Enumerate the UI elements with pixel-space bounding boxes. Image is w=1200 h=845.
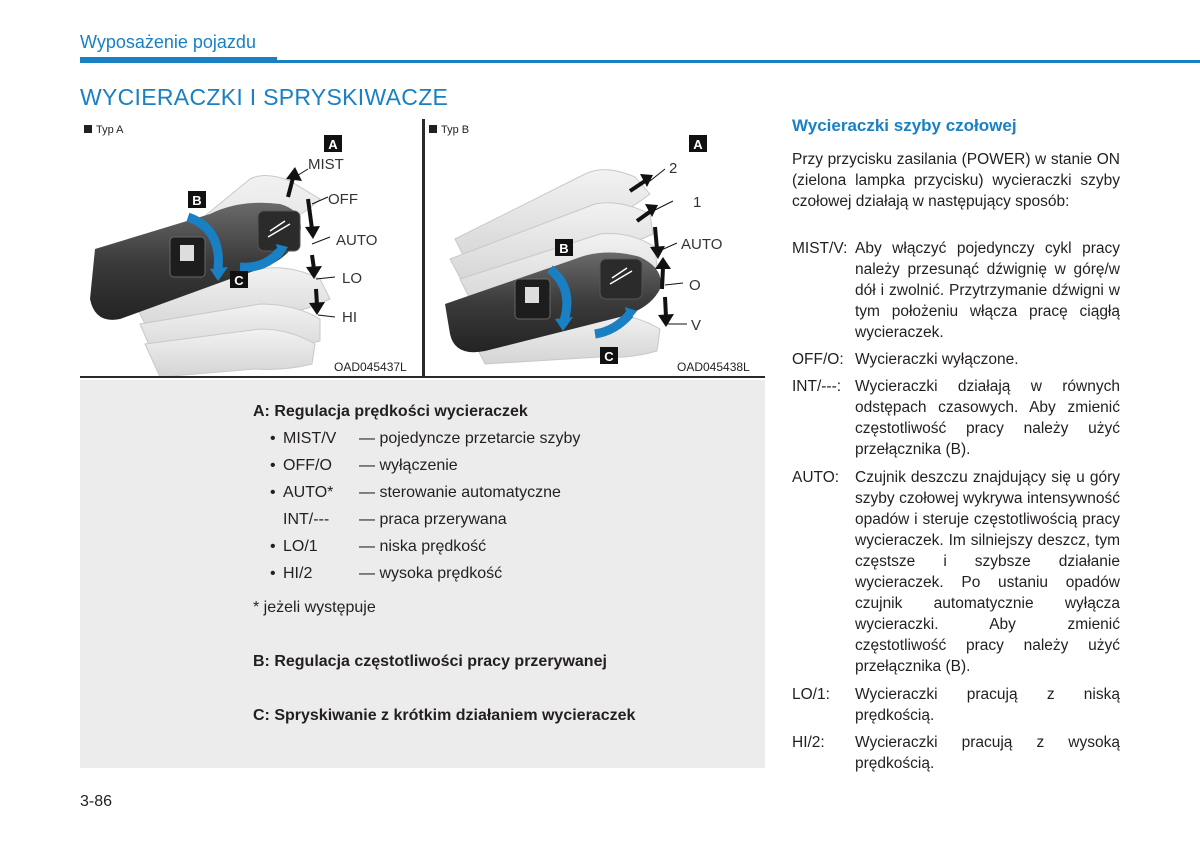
wiper-lever-figure bbox=[80, 119, 765, 379]
position-label-1: 1 bbox=[693, 194, 702, 211]
position-label-o: O bbox=[689, 277, 701, 294]
caption-item: • OFF/O — wyłączenie bbox=[270, 457, 458, 474]
caption-heading-b: B: Regulacja częstotliwości pracy przerywanej bbox=[253, 653, 607, 670]
position-label-mist: MIST bbox=[308, 156, 344, 173]
position-label-hi: HI bbox=[342, 309, 357, 326]
caption-item: • MIST/V — pojedyncze przetarcie szyby bbox=[270, 430, 581, 447]
type-b-label: Typ B bbox=[429, 124, 469, 136]
entry-key-int: INT/---: bbox=[792, 378, 842, 395]
entry-text-hi: Wycieraczki pracują z wysoką prędkością. bbox=[855, 734, 1120, 772]
entry-key-hi: HI/2: bbox=[792, 734, 825, 751]
type-a-label: Typ A bbox=[84, 124, 124, 136]
entry-text-mist: Aby włączyć pojedynczy cykl pracy należy przesunąć dźwignię w górę/w dół i zwolnić. Przytrzymanie dźwigni w tym położeniu włącza pracę ciągłą wycieraczek. bbox=[855, 240, 1120, 341]
callout-a: A bbox=[328, 137, 338, 152]
page-title: WYCIERACZKI I SPRYSKIWACZE bbox=[80, 84, 449, 110]
entry-key-lo: LO/1: bbox=[792, 686, 830, 703]
wiper-lever-illustration-a bbox=[80, 119, 422, 377]
caption-item: • AUTO* — sterowanie automatyczne bbox=[270, 484, 561, 501]
position-label-v: V bbox=[691, 317, 702, 334]
position-label-auto: AUTO bbox=[681, 236, 723, 253]
wiper-lever-illustration-b bbox=[425, 119, 765, 377]
figure-panel-type-a bbox=[80, 119, 422, 377]
entry-key-mist: MIST/V: bbox=[792, 240, 848, 257]
page-number: 3-86 bbox=[80, 793, 113, 810]
caption-heading-a: A: Regulacja prędkości wycieraczek bbox=[253, 403, 528, 420]
callout-a: A bbox=[693, 137, 703, 152]
caption-note: * jeżeli występuje bbox=[253, 599, 376, 616]
entry-key-auto: AUTO: bbox=[792, 469, 840, 486]
image-code-b: OAD045438L bbox=[677, 360, 750, 374]
image-code-a: OAD045437L bbox=[334, 360, 407, 374]
position-label-off: OFF bbox=[328, 191, 358, 208]
figure-bottom-rule bbox=[80, 376, 765, 378]
header-tab bbox=[80, 57, 277, 63]
callout-b: B bbox=[559, 241, 569, 256]
intro-paragraph: Przy przycisku zasilania (POWER) w stanie ON (zielona lampka przycisku) wycieraczki szyby czołowej działają w następujący sposób: bbox=[792, 151, 1120, 210]
section-header: Wyposażenie pojazdu bbox=[80, 32, 256, 52]
entry-text-lo: Wycieraczki pracują z niską prędkością. bbox=[855, 686, 1120, 724]
entry-text-auto: Czujnik deszczu znajdujący się u góry szyby czołowej wykrywa intensywność opadów i steruje częstotliwością pracy wycieraczek. Im silniejszy deszcz, tym częstsze i szybsze działanie wycieraczek. Po ustaniu opadów czujnik automatycznie wyłącza wycieraczki. Aby zmienić częstotliwość pracy należy użyć przełącznika (B). bbox=[855, 469, 1120, 675]
caption-heading-c: C: Spryskiwanie z krótkim działaniem wycieraczek bbox=[253, 707, 636, 724]
subheading: Wycieraczki szyby czołowej bbox=[792, 116, 1017, 135]
callout-c: C bbox=[234, 273, 244, 288]
callout-b: B bbox=[192, 193, 202, 208]
position-label-auto: AUTO bbox=[336, 232, 378, 249]
caption-item: INT/--- — praca przerywana bbox=[283, 511, 507, 528]
callout-c: C bbox=[604, 349, 614, 364]
caption-item: • LO/1 — niska prędkość bbox=[270, 538, 487, 555]
figure-panel-type-b bbox=[425, 119, 765, 377]
caption-item: • HI/2 — wysoka prędkość bbox=[270, 565, 503, 582]
entry-key-off: OFF/O: bbox=[792, 351, 844, 368]
position-label-2: 2 bbox=[669, 160, 678, 177]
position-label-lo: LO bbox=[342, 270, 363, 287]
entry-text-int: Wycieraczki działają w równych odstępach czasowych. Aby zmienić częstotliwość pracy należy użyć przełącznika (B). bbox=[855, 378, 1120, 458]
entry-text-off: Wycieraczki wyłączone. bbox=[855, 351, 1019, 368]
